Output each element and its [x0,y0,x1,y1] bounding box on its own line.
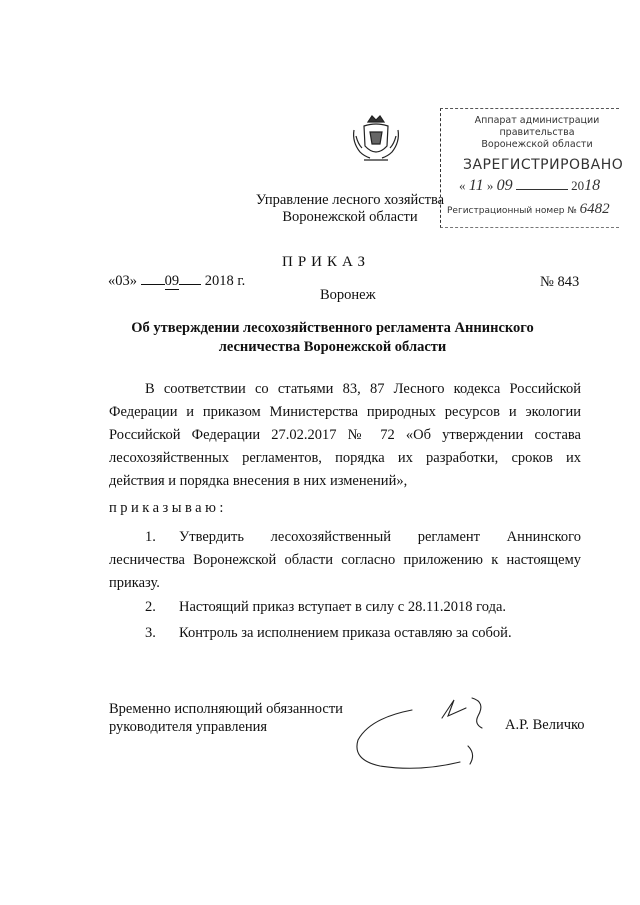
stamp-org-line-2: Воронежской области [481,139,593,150]
preamble-paragraph [109,378,581,493]
order-word: приказываю: [109,500,227,516]
stamp-number-label: Регистрационный номер № [447,206,577,216]
order-date-month: 09 [164,273,180,289]
signer-position [109,700,343,736]
handwritten-signature [350,688,510,778]
order-date-year: 2018 г. [204,273,246,289]
stamp-date [459,177,600,195]
signer-position-line-1: Временно исполняющий обязанности [109,701,343,717]
department-name [250,192,450,226]
order-item-number: 2. [145,599,156,615]
order-number: № 843 [540,274,580,290]
stamp-number-value: 6482 [579,201,610,217]
department-line-1: Управление лесного хозяйства [255,192,445,208]
stamp-date-year: 18 [584,177,601,194]
stamp-date-sep: » [486,178,494,193]
order-heading [110,319,555,357]
preamble-text: В соответствии со статьями 83, 87 Лесного кодекса Российской Федерации и приказом Министерства природных ресурсов и экологии Российской Федерации 27.02.2017 № 72 «Об утверждении состава лесохозяйственных регламентов, порядка их разработки, сроков их действия и порядка внесения в них изменений», [109,381,581,489]
order-date [108,273,245,290]
order-item-number: 1. [145,529,156,545]
stamp-org-line-1: Аппарат администрации правительства [474,115,600,138]
order-item [109,622,581,645]
stamp-date-month: 09 [496,177,513,194]
stamp-organization [453,115,621,151]
stamp-number [447,201,610,218]
department-line-2: Воронежской области [282,209,418,225]
signer-position-line-2: руководителя управления [109,719,268,735]
order-item-text: Утвердить лесохозяйственный регламент Аннинского лесничества Воронежской области согласно приложению к настоящему приказу. [109,529,581,591]
signer-name: А.Р. Величко [505,717,585,733]
coat-of-arms-icon [350,112,402,164]
stamp-registered-label: ЗАРЕГИСТРИРОВАНО [463,157,624,173]
order-city: Воронеж [320,287,376,303]
order-date-day: «03» [108,273,137,289]
stamp-date-day: 11 [468,177,484,194]
order-item-number: 3. [145,625,156,641]
stamp-date-open: « [459,178,466,193]
stamp-date-year-prefix: 20 [571,178,585,193]
order-item-text: Контроль за исполнением приказа оставляю за собой. [179,625,512,641]
order-item-text: Настоящий приказ вступает в силу с 28.11.2018 года. [179,599,507,615]
order-item [109,596,581,619]
order-heading-line-2: лесничества Воронежской области [218,339,447,355]
registration-stamp [440,108,624,228]
document-title: ПРИКАЗ [282,254,370,270]
order-heading-line-1: Об утверждении лесохозяйственного регламента Аннинского [131,320,534,336]
order-item [109,526,581,595]
